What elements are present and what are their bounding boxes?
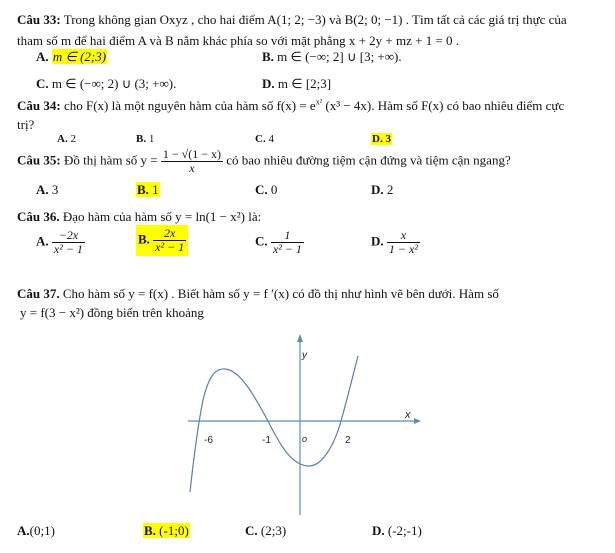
option-key: B. — [137, 182, 149, 197]
y-axis-arrow-icon — [297, 334, 303, 342]
option-key: D. — [372, 133, 383, 145]
fraction-denominator: x² − 1 — [272, 242, 302, 256]
option-text: m ∈ (−∞; 2) ∪ (3; +∞). — [51, 76, 177, 91]
option-text: 2 — [386, 182, 394, 197]
option-key: C. — [255, 233, 268, 249]
option-key: C. — [245, 523, 258, 538]
option-key: C. — [255, 133, 266, 145]
option-key: A. — [36, 233, 49, 249]
q37-text-line1: Cho hàm số y = f(x) . Biết hàm số y = f ′(x) có đồ thị như hình vẽ bên dưới. Hàm số — [62, 286, 499, 301]
fraction-denominator: x² − 1 — [53, 242, 83, 256]
fraction-numerator: 1 — [271, 229, 304, 243]
tick-label-neg6: -6 — [204, 435, 213, 446]
option-text: m ∈ (−∞; 2] ∪ [3; +∞). — [277, 49, 402, 64]
fraction-numerator: x — [387, 229, 420, 243]
q34-text-line2: trị? — [17, 117, 35, 132]
option-text: (2;3) — [260, 523, 287, 538]
option-text: m ∈ [2;3] — [277, 76, 332, 91]
option-text: 3 — [51, 182, 59, 197]
option-key: A. — [57, 133, 68, 145]
option-key: B. — [262, 49, 274, 64]
option-key: B. — [136, 133, 147, 145]
option-key: A. — [36, 182, 49, 197]
q35-label: Câu 35: — [17, 152, 61, 168]
option-key: D. — [372, 523, 385, 538]
option-text-highlighted: 1 — [152, 182, 159, 197]
option-key: B. — [138, 231, 150, 247]
q35-suffix: có bao nhiêu đường tiệm cận đứng và tiệm cận ngang? — [226, 152, 511, 168]
q37-option-c[interactable] — [245, 523, 286, 539]
x-axis-label: x — [405, 409, 411, 421]
option-text-highlighted: (-1;0) — [159, 523, 189, 538]
y-axis-label: y — [302, 350, 307, 361]
option-text: (0;1) — [29, 523, 55, 538]
q34-label: Câu 34: — [17, 98, 61, 113]
fraction-denominator: x² − 1 — [155, 240, 185, 254]
option-key: C. — [36, 76, 49, 91]
tick-label-neg1: -1 — [262, 435, 271, 446]
option-text-highlighted: 3 — [385, 133, 391, 145]
option-key: A. — [36, 49, 49, 64]
option-text: 4 — [268, 133, 274, 145]
fraction-denominator: 1 − x² — [388, 242, 418, 256]
q35-prefix: Đồ thị hàm số y = — [63, 152, 158, 168]
option-text-highlighted: m ∈ (2;3) — [52, 49, 107, 64]
fraction-denominator: x — [189, 161, 195, 175]
q34-text-b: (x³ − 4x). Hàm số F(x) có bao nhiêu điểm cực — [322, 98, 565, 113]
x-axis-arrow-icon — [414, 418, 421, 424]
q37-text-line2: y = f(3 − x²) đồng biến trên khoảng — [20, 305, 204, 320]
option-text: 0 — [270, 182, 278, 197]
q37-option-a[interactable] — [17, 523, 55, 539]
q36-label: Câu 36. — [17, 209, 60, 224]
fraction-numerator: 1 − √(1 − x) — [162, 147, 221, 161]
q33-text-line2: tham số m để hai điểm A và B nằm khác phía so với mặt phẳng x + 2y + mz + 1 = 0 . — [17, 33, 460, 48]
option-key: D. — [371, 233, 384, 249]
option-key: A. — [17, 523, 30, 538]
option-text: 1 — [148, 133, 155, 145]
fraction-numerator: −2x — [52, 229, 85, 243]
tick-label-2: 2 — [345, 435, 351, 446]
option-text: 2 — [70, 133, 76, 145]
option-key: D. — [262, 76, 275, 91]
q37-label: Câu 37. — [17, 286, 60, 301]
option-key: B. — [144, 523, 156, 538]
q36-text: Đạo hàm của hàm số y = ln(1 − x²) là: — [62, 209, 262, 224]
option-text: (-2;-1) — [387, 523, 422, 538]
q37-option-b[interactable] — [143, 523, 190, 539]
q33-text-line1: Trong không gian Oxyz , cho hai điểm A(1; 2; −3) và B(2; 0; −1) . Tìm tất cả các giá trị thực của — [63, 12, 567, 27]
origin-label: o — [302, 434, 308, 444]
option-key: C. — [255, 182, 268, 197]
derivative-curve — [190, 356, 358, 492]
q37-option-d[interactable] — [372, 523, 422, 539]
q33-label: Câu 33: — [17, 12, 61, 27]
fraction-numerator: 2x — [153, 227, 186, 241]
q34-exponent: x² — [315, 97, 323, 107]
option-key: D. — [371, 182, 384, 197]
q34-text-a: cho F(x) là một nguyên hàm của hàm số f(x) = e — [63, 98, 316, 113]
